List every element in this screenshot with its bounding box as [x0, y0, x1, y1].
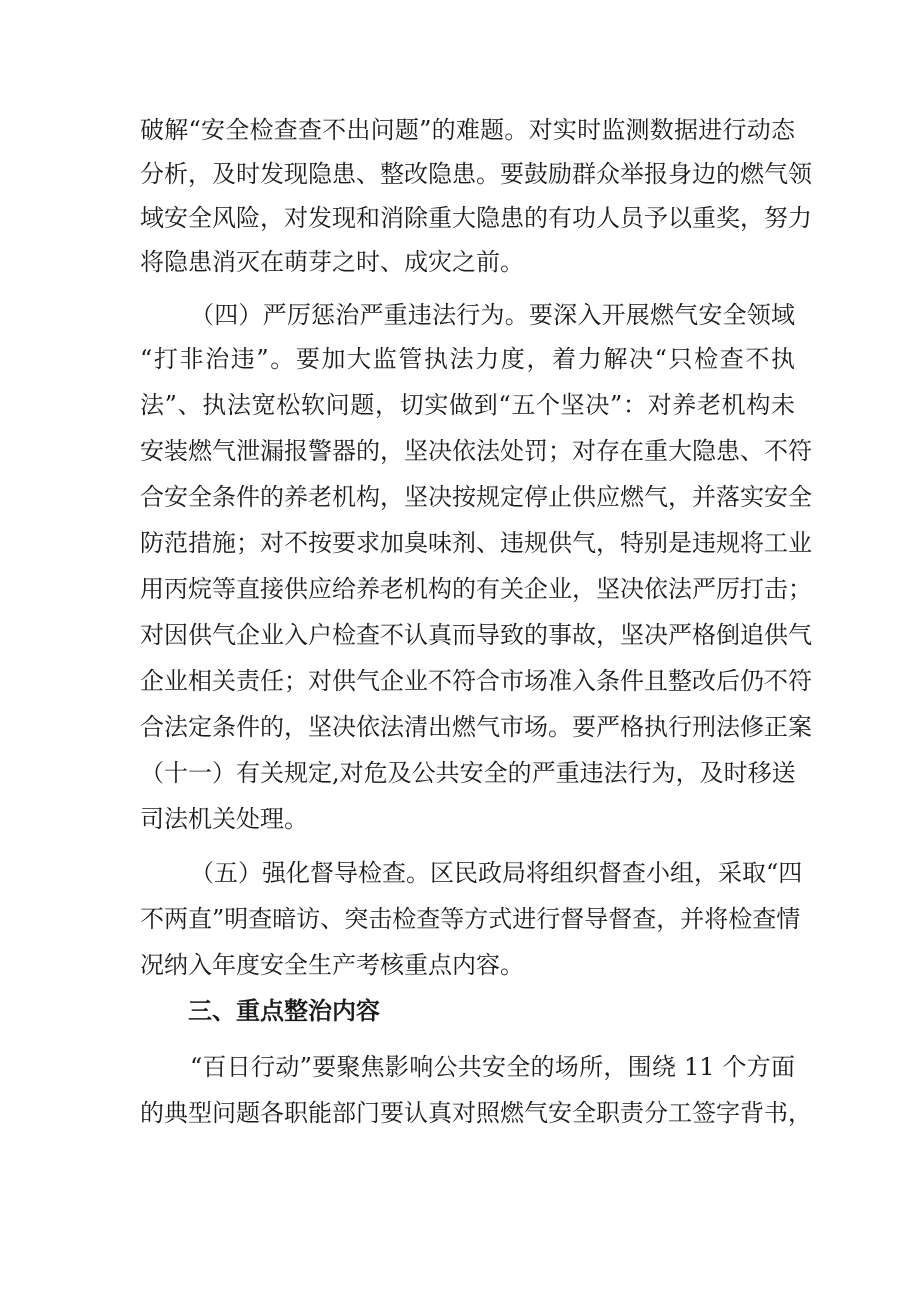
- paragraph-line: 司法机关处理。: [140, 805, 308, 833]
- paragraph-line: 破解“安全检查查不出问题”的难题。对实时监测数据进行动态: [140, 116, 795, 144]
- paragraph-line: 安装燃气泄漏报警器的，坚决依法处罚；对存在重大隐患、不符: [140, 437, 812, 465]
- paragraph-line: 将隐患消灭在萌芽之时、成灾之前。: [140, 248, 524, 276]
- paragraph-line: “打非治违”。要加大监管执法力度，着力解决“只检查不执: [140, 345, 795, 373]
- section-heading: 三、重点整治内容: [188, 997, 380, 1025]
- paragraph-line: 用丙烷等直接供应给养老机构的有关企业，坚决依法严厉打击；: [140, 575, 812, 603]
- paragraph-line: （十一）有关规定,对危及公共安全的严重违法行为，及时移送: [140, 759, 796, 787]
- paragraph-line: 合安全条件的养老机构，坚决按规定停止供应燃气，并落实安全: [140, 483, 812, 511]
- paragraph-line: （四）严厉惩治严重违法行为。要深入开展燃气安全领域: [190, 301, 795, 329]
- paragraph-line: 况纳入年度安全生产考核重点内容。: [140, 951, 524, 979]
- paragraph-line: 企业相关责任；对供气企业不符合市场准入条件且整改后仍不符: [140, 667, 812, 695]
- paragraph-line: 不两直”明查暗访、突击检查等方式进行督导督查，并将检查情: [140, 905, 801, 933]
- paragraph-line: 域安全风险，对发现和消除重大隐患的有功人员予以重奖，努力: [140, 204, 812, 232]
- paragraph-line: 防范措施；对不按要求加臭味剂、违规供气，特别是违规将工业: [140, 529, 812, 557]
- paragraph-line: 的典型问题各职能部门要认真对照燃气安全职责分工签字背书，: [140, 1099, 812, 1127]
- paragraph-line: 法”、执法宽松软问题，切实做到“五个坚决”：对养老机构未: [140, 391, 795, 419]
- paragraph-line: 对因供气企业入户检查不认真而导致的事故，坚决严格倒追供气: [140, 621, 812, 649]
- paragraph-line: “百日行动”要聚焦影响公共安全的场所，围绕 11 个方面: [190, 1053, 795, 1081]
- paragraph-line: （五）强化督导检查。区民政局将组织督查小组，采取“四: [190, 859, 803, 887]
- paragraph-line: 合法定条件的，坚决依法清出燃气市场。要严格执行刑法修正案: [140, 713, 812, 741]
- paragraph-line: 分析，及时发现隐患、整改隐患。要鼓励群众举报身边的燃气领: [140, 160, 812, 188]
